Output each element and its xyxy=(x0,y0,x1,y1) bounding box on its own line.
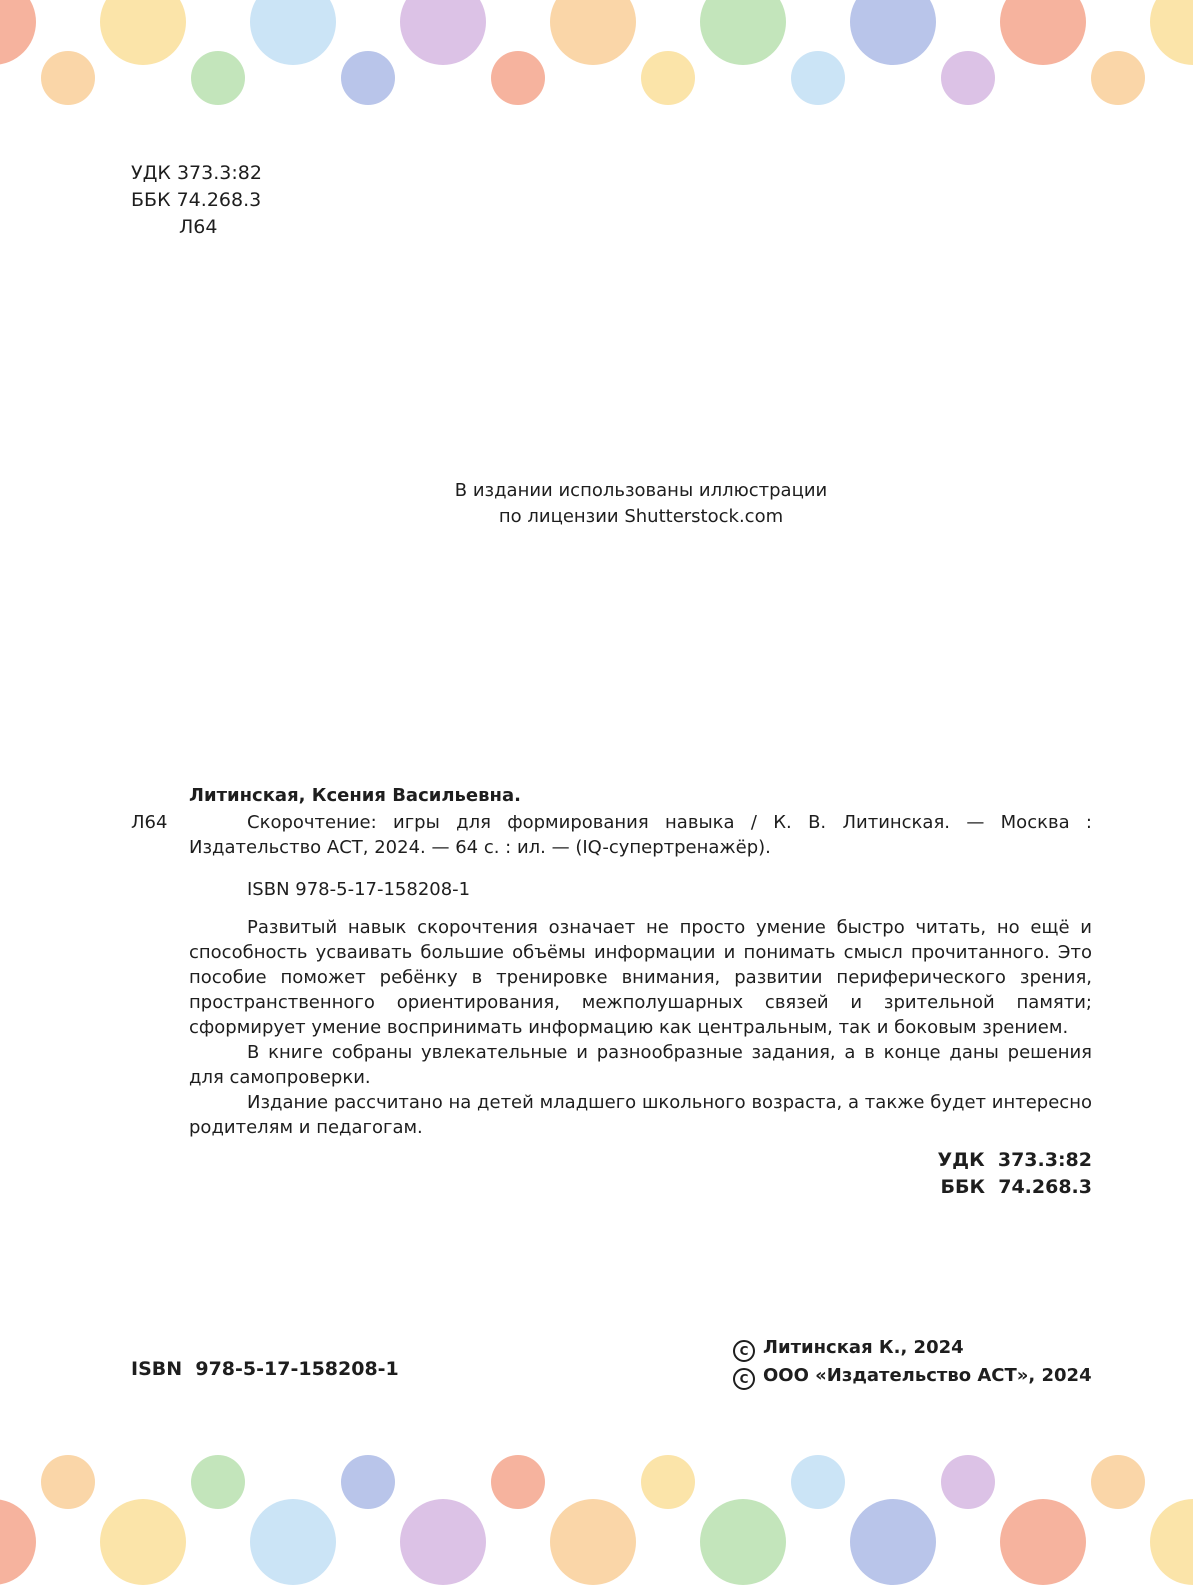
decorative-dot xyxy=(850,1499,936,1585)
annotation-paragraph: В книге собраны увлекательные и разнообразные задания, а в конце даны решения для самопроверки. xyxy=(189,1042,1092,1088)
decorative-dot xyxy=(700,0,786,65)
copyright-publisher-text: ООО «Издательство АСТ», 2024 xyxy=(763,1365,1092,1386)
catalog-description-text: Скорочтение: игры для формирования навыка / К. В. Литинская. — Москва : Издательство АСТ, 2024. — 64 с. : ил. — (IQ-супертренажёр). xyxy=(189,812,1092,858)
decorative-dot xyxy=(1150,0,1193,65)
decorative-dot xyxy=(250,0,336,65)
decorative-dot xyxy=(791,51,845,105)
top-classification-codes xyxy=(131,160,262,241)
decorative-dot xyxy=(41,51,95,105)
decorative-dot xyxy=(550,0,636,65)
decorative-dot xyxy=(1091,1455,1145,1509)
decorative-dot xyxy=(100,1499,186,1585)
annotation-paragraph: Развитый навык скорочтения означает не просто умение быстро читать, но ещё и способность усваивать большие объёмы информации и понимать смысл прочитанного. Это пособие поможет ребёнку в тренировке внимания, развитии периферического зрения, пространственного ориентирования, межполушарных связей и зрительной памяти; сформирует умение воспринимать информацию как центральным, так и боковым зрением. xyxy=(189,917,1092,1038)
decorative-dot xyxy=(0,0,36,65)
copyright-icon: C xyxy=(733,1368,755,1390)
footer-isbn: ISBN 978-5-17-158208-1 xyxy=(131,1358,399,1380)
decorative-dot xyxy=(100,0,186,65)
decorative-dot xyxy=(0,1499,36,1585)
decorative-dot xyxy=(191,1455,245,1509)
illustration-note xyxy=(400,478,882,530)
catalog-author: Литинская, Ксения Васильевна. xyxy=(189,785,521,806)
decorative-dot xyxy=(41,1455,95,1509)
decorative-dot xyxy=(400,0,486,65)
illustration-note-line2: по лицензии Shutterstock.com xyxy=(498,506,784,527)
copyright-line-author xyxy=(733,1334,1092,1362)
decorative-dot xyxy=(641,1455,695,1509)
decorative-dot xyxy=(791,1455,845,1509)
decorative-dot xyxy=(850,0,936,65)
decorative-dot xyxy=(550,1499,636,1585)
decorative-dot xyxy=(941,51,995,105)
catalog-classification xyxy=(938,1147,1092,1201)
decorative-dot xyxy=(700,1499,786,1585)
decorative-dot xyxy=(191,51,245,105)
catalog-annotation xyxy=(189,915,1092,1140)
copyright-line-publisher xyxy=(733,1362,1092,1390)
top-author-mark: Л64 xyxy=(179,216,218,238)
decorative-dot xyxy=(1150,1499,1193,1585)
catalog-bbk: ББК 74.268.3 xyxy=(940,1176,1092,1198)
top-udk-code: УДК 373.3:82 xyxy=(131,162,262,184)
decorative-dot xyxy=(250,1499,336,1585)
decorative-dot xyxy=(491,51,545,105)
top-bbk-code: ББК 74.268.3 xyxy=(131,189,262,211)
annotation-paragraph: Издание рассчитано на детей младшего школьного возраста, а также будет интересно родителям и педагогам. xyxy=(189,1092,1092,1138)
decorative-dot xyxy=(941,1455,995,1509)
decorative-dot xyxy=(1000,1499,1086,1585)
copyright-author-text: Литинская К., 2024 xyxy=(763,1337,964,1358)
catalog-bibliographic-description xyxy=(189,810,1092,860)
catalog-author-mark: Л64 xyxy=(131,812,168,833)
decorative-dot xyxy=(1000,0,1086,65)
decorative-dot xyxy=(491,1455,545,1509)
copyright-block xyxy=(733,1334,1092,1390)
decorative-dot xyxy=(341,1455,395,1509)
decorative-dot xyxy=(341,51,395,105)
decorative-dot xyxy=(400,1499,486,1585)
catalog-isbn: ISBN 978-5-17-158208-1 xyxy=(247,879,471,900)
decorative-dot xyxy=(1091,51,1145,105)
copyright-icon: C xyxy=(733,1340,755,1362)
illustration-note-line1: В издании использованы иллюстрации xyxy=(454,480,828,501)
catalog-udk: УДК 373.3:82 xyxy=(937,1149,1092,1171)
decorative-dot xyxy=(641,51,695,105)
